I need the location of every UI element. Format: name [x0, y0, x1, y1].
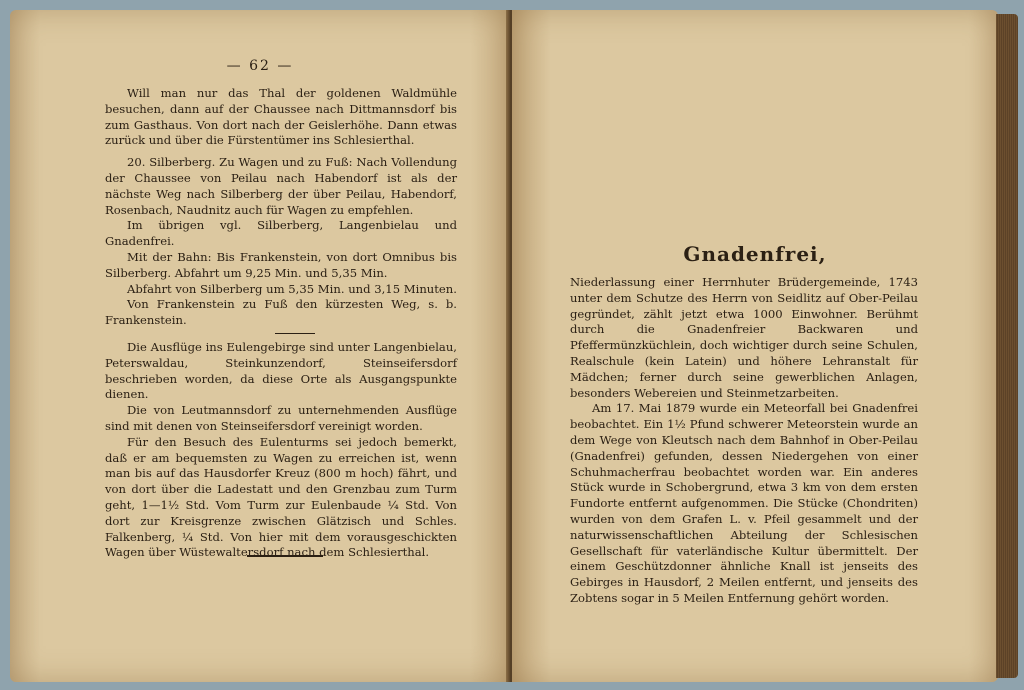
paragraph: 20. Silberberg. Zu Wagen und zu Fuß: Nach Vollendung der Chaussee von Peilau nach Habendorf ist als der nächste Weg nach Silberberg der über Peilau, Habendorf, Rosenbach, Naudnitz auch für Wagen zu empfehlen. — [105, 155, 457, 217]
paragraph: Mit der Bahn: Bis Frankenstein, von dort Omnibus bis Silberberg. Abfahrt um 9,25 Min. und 5,35 Min. — [105, 249, 457, 280]
paragraph: Die von Leutmannsdorf zu unternehmenden Ausflüge sind mit denen von Steinseifersdorf vereinigt worden. — [105, 403, 457, 433]
paragraph: Niederlassung einer Herrnhuter Brüdergemeinde, 1743 unter dem Schutze des Herrn von Seidlitz auf Ober-Peilau gegründet, zählt jetzt etwa 1000 Einwohner. Berühmt durch die Gnadenfreier Backwaren und Pfeffermünzküchlein, doch wichtiger durch seine Schulen, Realschule (kein Latein) und höhere Lehranstalt für Mädchen; ferner durch seine gewerblichen Anlagen, besonders Webereien und Steinmetzarbeiten. — [570, 275, 918, 400]
page-edges — [996, 14, 1018, 678]
section-title: Gnadenfrei, — [683, 242, 827, 266]
paragraph: Von Frankenstein zu Fuß den kürzesten Weg, s. b. Frankenstein. — [105, 297, 457, 328]
paragraph: Am 17. Mai 1879 wurde ein Meteorfall bei Gnadenfrei beobachtet. Ein 1½ Pfund schwerer Meteorstein wurde an dem Wege von Kleutsch nach dem Bahnhof in Ober-Peilau (Gnadenfrei) gefunden, dessen Niedergehen von einer Schuhmacherfrau beobachtet worden war. Ein anderes Stück wurde in Schobergrund, etwa 3 km von dem ersten Fundorte entfernt aufgenommen. Die Stücke (Chondriten) wurden von dem Grafen L. v. Pfeil gesammelt und der naturwissenschaftlichen Abteilung der Schlesischen Gesellschaft für vaterländische Kultur übermittelt. Der einem Geschützdonner ähnliche Knall ist jenseits des Gebirges in Hausdorf, 2 Meilen entfernt, und jenseits des Zobtens sogar in 5 Meilen Entfernung gehört worden. — [570, 401, 918, 605]
divider — [275, 333, 315, 334]
paragraph: Im übrigen vgl. Silberberg, Langenbielau und Gnadenfrei. — [105, 218, 457, 249]
paragraph: Abfahrt von Silberberg um 5,35 Min. und 3,15 Minuten. — [127, 281, 457, 296]
open-book — [6, 6, 1018, 684]
left-page — [10, 10, 510, 682]
paragraph: Will man nur das Thal der goldenen Waldmühle besuchen, dann auf der Chaussee nach Dittmannsdorf bis zum Gasthaus. Von dort nach der Geislerhöhe. Dann etwas zurück und über die Fürstentümer ins Schlesierthal. — [105, 86, 457, 148]
right-page — [512, 10, 998, 682]
page-number: — 62 — — [226, 58, 294, 74]
left-page-text — [105, 86, 457, 560]
paragraph: Die Ausflüge ins Eulengebirge sind unter Langenbielau, Peterswaldau, Steinkunzendorf, Steinseifersdorf beschrieben worden, da diese Orte als Ausgangspunkte dienen. — [105, 339, 457, 402]
right-page-text — [570, 275, 918, 607]
paragraph: Für den Besuch des Eulenturms sei jedoch bemerkt, daß er am bequemsten zu Wagen zu erreichen ist, wenn man bis auf das Hausdorfer Kreuz (800 m hoch) fährt, und von dort über die Ladestatt und den Grenzbau zum Turm geht, 1—1½ Std. Vom Turm zur Eulenbaude ¼ Std. Von dort zur Kreisgrenze zwischen Glätzisch und Schles. Falkenberg, ¼ Std. Von hier mit dem vorausgeschickten Wagen über Wüstewaltersdorf nach dem Schlesierthal. — [105, 434, 457, 560]
